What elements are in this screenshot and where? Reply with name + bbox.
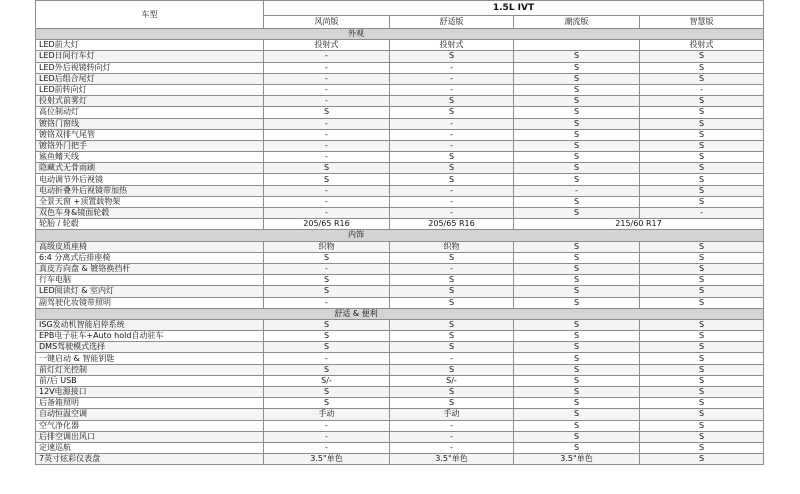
table-row <box>36 252 764 263</box>
feature-value: S <box>264 319 390 330</box>
feature-value: 投射式 <box>390 40 514 51</box>
feature-label: 一键启动 & 智能钥匙 <box>36 353 264 364</box>
table-row <box>36 297 764 308</box>
feature-value: - <box>390 185 514 196</box>
feature-label: 投射式前雾灯 <box>36 96 264 107</box>
feature-value: S <box>514 342 640 353</box>
feature-label: LED后组合尾灯 <box>36 73 264 84</box>
feature-label: 前灯灯光控制 <box>36 364 264 375</box>
table-row <box>36 73 764 84</box>
feature-value: S <box>514 96 640 107</box>
feature-value: 3.5"单色 <box>264 454 390 465</box>
feature-label: 12V电源接口 <box>36 387 264 398</box>
feature-label: 后备箱照明 <box>36 398 264 409</box>
table-row <box>36 375 764 386</box>
feature-value: - <box>640 84 764 95</box>
feature-label: 真皮方向盘 & 镀铬换挡杆 <box>36 263 264 274</box>
feature-value: S <box>264 398 390 409</box>
table-row <box>36 398 764 409</box>
table-row <box>36 241 764 252</box>
feature-label: 电动调节外后视镜 <box>36 174 264 185</box>
feature-value: S <box>514 208 640 219</box>
feature-value: S <box>640 297 764 308</box>
feature-value: S <box>514 297 640 308</box>
feature-value: S <box>390 387 514 398</box>
feature-label: LED前大灯 <box>36 40 264 51</box>
table-row <box>36 107 764 118</box>
feature-value: 投射式 <box>640 40 764 51</box>
table-row <box>36 208 764 219</box>
feature-value: S <box>640 96 764 107</box>
feature-value: 215/60 R17 <box>514 219 764 230</box>
feature-label: 镀铬双排气尾管 <box>36 129 264 140</box>
feature-label: 7英寸炫彩仪表盘 <box>36 454 264 465</box>
feature-value: S <box>514 398 640 409</box>
table-row <box>36 286 764 297</box>
table-row <box>36 152 764 163</box>
feature-value: S/- <box>264 375 390 386</box>
feature-value: - <box>514 185 640 196</box>
feature-value: S <box>264 252 390 263</box>
feature-value: S <box>264 174 390 185</box>
trim-header: 舒适版 <box>390 16 514 29</box>
feature-label: 全景天窗 +顶置载物架 <box>36 196 264 207</box>
trim-header: 潮流版 <box>514 16 640 29</box>
feature-value: S <box>640 364 764 375</box>
feature-value: - <box>264 442 390 453</box>
table-row <box>36 331 764 342</box>
table-row <box>36 62 764 73</box>
table-row <box>36 431 764 442</box>
feature-value: S <box>390 319 514 330</box>
feature-value: - <box>390 118 514 129</box>
table-row <box>36 96 764 107</box>
section-title: 内饰 <box>36 230 764 241</box>
feature-value: S <box>514 375 640 386</box>
feature-value: - <box>264 297 390 308</box>
feature-value: - <box>264 62 390 73</box>
feature-value: S <box>264 364 390 375</box>
feature-value: S <box>640 252 764 263</box>
feature-value: S <box>514 73 640 84</box>
feature-label: 隐藏式无骨雨刷 <box>36 163 264 174</box>
feature-value: S <box>640 431 764 442</box>
feature-label: 6:4 分离式后排座椅 <box>36 252 264 263</box>
feature-label: 前/后 USB <box>36 375 264 386</box>
table-row <box>36 409 764 420</box>
feature-value: S <box>514 174 640 185</box>
engine-label: 1.5L IVT <box>264 1 764 16</box>
feature-value: - <box>264 431 390 442</box>
feature-value: S <box>514 241 640 252</box>
feature-value: - <box>264 84 390 95</box>
table-row <box>36 163 764 174</box>
feature-value: - <box>264 140 390 151</box>
feature-value: S <box>640 275 764 286</box>
feature-value: 手动 <box>390 409 514 420</box>
table-row <box>36 342 764 353</box>
feature-value: S <box>640 442 764 453</box>
model-label: 车型 <box>36 1 264 29</box>
feature-label: LED前转向灯 <box>36 84 264 95</box>
table-row <box>36 118 764 129</box>
feature-value: - <box>264 129 390 140</box>
feature-value: 手动 <box>264 409 390 420</box>
feature-value: S <box>514 196 640 207</box>
feature-value: S <box>640 454 764 465</box>
table-row <box>36 263 764 274</box>
feature-value: S <box>640 107 764 118</box>
feature-value: S <box>514 118 640 129</box>
feature-label: 空气净化器 <box>36 420 264 431</box>
feature-value: - <box>264 208 390 219</box>
feature-label: 镀铬门窗线 <box>36 118 264 129</box>
feature-value: S <box>514 431 640 442</box>
feature-value: S <box>640 387 764 398</box>
table-row <box>36 219 764 230</box>
feature-value: - <box>264 263 390 274</box>
table-row <box>36 353 764 364</box>
feature-value: S <box>640 129 764 140</box>
feature-value: S <box>390 107 514 118</box>
feature-value: S <box>640 163 764 174</box>
feature-value: S <box>514 129 640 140</box>
feature-value: S <box>264 107 390 118</box>
section-header <box>36 230 764 241</box>
section-title: 外观 <box>36 29 764 40</box>
feature-value: S <box>514 409 640 420</box>
feature-value: - <box>390 140 514 151</box>
feature-value: - <box>390 442 514 453</box>
feature-value: - <box>640 208 764 219</box>
feature-label: 双色车身&镜面轮毂 <box>36 208 264 219</box>
table-row <box>36 51 764 62</box>
feature-value: 投射式 <box>264 40 390 51</box>
feature-value: - <box>390 431 514 442</box>
table-row <box>36 174 764 185</box>
feature-value: S <box>390 275 514 286</box>
feature-value: - <box>390 62 514 73</box>
table-row <box>36 319 764 330</box>
feature-value: S <box>514 275 640 286</box>
feature-value <box>514 40 640 51</box>
feature-value: S <box>514 387 640 398</box>
table-row <box>36 442 764 453</box>
feature-label: ISG发动机智能启停系统 <box>36 319 264 330</box>
section-header <box>36 29 764 40</box>
feature-value: S <box>514 51 640 62</box>
feature-value: S <box>390 398 514 409</box>
table-row <box>36 454 764 465</box>
feature-label: 鲨鱼鳍天线 <box>36 152 264 163</box>
feature-value: S <box>640 409 764 420</box>
feature-value: 205/65 R16 <box>390 219 514 230</box>
feature-label: 定速巡航 <box>36 442 264 453</box>
header-row-engine <box>36 1 764 16</box>
feature-label: LED外后视镜转向灯 <box>36 62 264 73</box>
table-row <box>36 196 764 207</box>
feature-value: S <box>514 364 640 375</box>
feature-value: S <box>640 73 764 84</box>
feature-value: S <box>390 152 514 163</box>
feature-value: - <box>390 353 514 364</box>
feature-label: LED阅读灯 & 室内灯 <box>36 286 264 297</box>
feature-value: 205/65 R16 <box>264 219 390 230</box>
table-row <box>36 275 764 286</box>
feature-value: S <box>514 331 640 342</box>
feature-value: S <box>640 319 764 330</box>
feature-value: - <box>390 84 514 95</box>
feature-label: 镀铬外门把手 <box>36 140 264 151</box>
feature-value: S <box>390 364 514 375</box>
table-row <box>36 420 764 431</box>
feature-value: S <box>640 286 764 297</box>
feature-value: S <box>640 51 764 62</box>
feature-value: - <box>390 263 514 274</box>
feature-label: 高位制动灯 <box>36 107 264 118</box>
feature-value: S <box>640 174 764 185</box>
feature-value: S <box>640 398 764 409</box>
table-row <box>36 140 764 151</box>
feature-label: DMS驾驶模式选择 <box>36 342 264 353</box>
feature-value: - <box>264 96 390 107</box>
feature-value: S <box>640 196 764 207</box>
table-row <box>36 185 764 196</box>
feature-value: S <box>640 331 764 342</box>
feature-label: 自动恒温空调 <box>36 409 264 420</box>
feature-value: S <box>264 163 390 174</box>
feature-value: - <box>264 51 390 62</box>
feature-value: - <box>264 420 390 431</box>
feature-value: 织物 <box>390 241 514 252</box>
feature-value: S <box>390 51 514 62</box>
feature-value: S <box>264 331 390 342</box>
feature-label: 高级皮质座椅 <box>36 241 264 252</box>
trim-header: 风尚版 <box>264 16 390 29</box>
feature-value: S <box>390 96 514 107</box>
feature-value: S <box>640 118 764 129</box>
feature-value: S <box>514 252 640 263</box>
feature-value: - <box>264 185 390 196</box>
feature-value: S <box>640 152 764 163</box>
feature-label: 电动折叠外后视镜带加热 <box>36 185 264 196</box>
table-row <box>36 364 764 375</box>
feature-value: - <box>390 73 514 84</box>
feature-value: - <box>264 196 390 207</box>
feature-value: S <box>264 342 390 353</box>
feature-value: S <box>514 107 640 118</box>
feature-value: S <box>514 263 640 274</box>
feature-label: 轮胎 / 轮毂 <box>36 219 264 230</box>
feature-label: LED日间行车灯 <box>36 51 264 62</box>
section-title: 舒适 & 便利 <box>36 308 764 319</box>
feature-label: 副驾驶化妆镜带照明 <box>36 297 264 308</box>
feature-value: S <box>514 84 640 95</box>
feature-value: - <box>390 208 514 219</box>
feature-value: 3.5"单色 <box>390 454 514 465</box>
feature-label: 后排空调出风口 <box>36 431 264 442</box>
feature-value: - <box>264 152 390 163</box>
feature-value: S <box>640 62 764 73</box>
feature-value: S <box>640 185 764 196</box>
feature-value: S <box>514 163 640 174</box>
feature-value: S <box>514 420 640 431</box>
feature-value: S <box>514 353 640 364</box>
feature-value: S <box>390 297 514 308</box>
feature-label: 行车电脑 <box>36 275 264 286</box>
feature-value: - <box>264 118 390 129</box>
feature-value: S <box>640 420 764 431</box>
table-row <box>36 40 764 51</box>
feature-value: S <box>514 62 640 73</box>
section-header <box>36 308 764 319</box>
table-row <box>36 129 764 140</box>
feature-value: S <box>640 375 764 386</box>
feature-value: S <box>390 286 514 297</box>
feature-value: S <box>390 331 514 342</box>
feature-value: S <box>514 319 640 330</box>
feature-value: S <box>264 286 390 297</box>
feature-value: S <box>640 342 764 353</box>
feature-value: S <box>640 353 764 364</box>
trim-header: 智慧版 <box>640 16 764 29</box>
feature-value: S <box>640 241 764 252</box>
feature-value: S <box>640 140 764 151</box>
feature-value: S <box>514 152 640 163</box>
feature-label: EPB电子驻车+Auto hold自动驻车 <box>36 331 264 342</box>
feature-value: S <box>514 286 640 297</box>
feature-value: - <box>390 420 514 431</box>
feature-value: - <box>390 129 514 140</box>
feature-value: - <box>264 353 390 364</box>
feature-value: S <box>390 174 514 185</box>
spec-table <box>35 0 764 465</box>
feature-value: S <box>390 252 514 263</box>
feature-value: S <box>514 140 640 151</box>
feature-value: S/- <box>390 375 514 386</box>
feature-value: - <box>264 73 390 84</box>
feature-value: S <box>514 442 640 453</box>
table-row <box>36 84 764 95</box>
table-row <box>36 387 764 398</box>
feature-value: S <box>264 275 390 286</box>
feature-value: S <box>390 342 514 353</box>
feature-value: S <box>640 263 764 274</box>
feature-value: 3.5"单色 <box>514 454 640 465</box>
feature-value: - <box>390 196 514 207</box>
feature-value: S <box>264 387 390 398</box>
feature-value: 织物 <box>264 241 390 252</box>
feature-value: S <box>390 163 514 174</box>
